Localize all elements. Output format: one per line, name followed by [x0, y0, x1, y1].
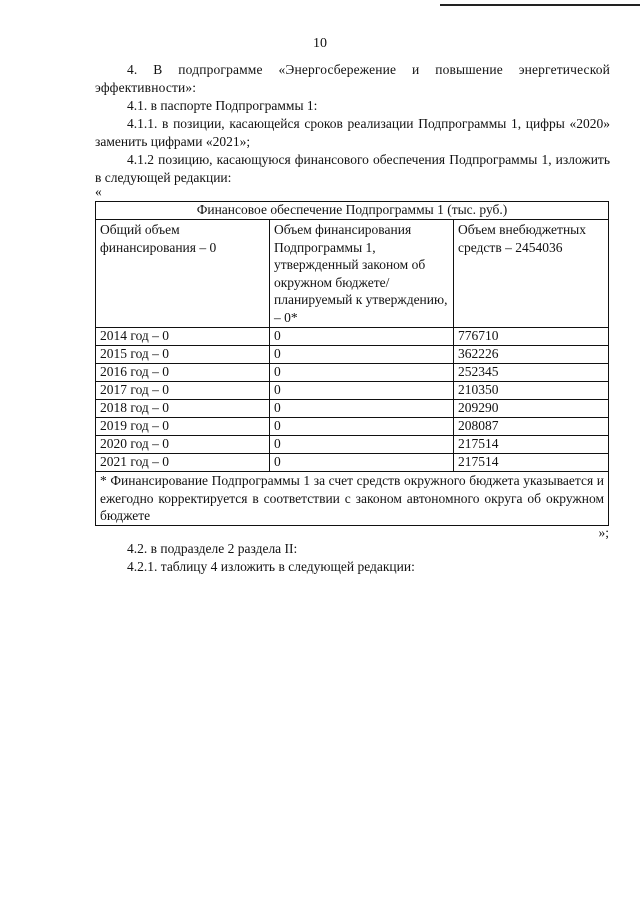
paragraph-4-1-1: 4.1.1. в позиции, касающейся сроков реализации Подпрограммы 1, цифры «2020» заменить цифрами «2021»;: [95, 116, 610, 149]
table-row: [96, 400, 609, 418]
row-extra: 210350: [454, 382, 609, 400]
row-budget: 0: [270, 454, 454, 472]
row-year: 2018 год – 0: [96, 400, 270, 418]
paragraph-4-2-1: 4.2.1. таблицу 4 изложить в следующей редакции:: [127, 559, 415, 574]
table-caption-row: [96, 202, 609, 220]
row-extra: 362226: [454, 346, 609, 364]
table-footnote: * Финансирование Подпрограммы 1 за счет средств окружного бюджета указывается и ежегодно корректируется в соответствии с законом автономного округа об окружном бюджете: [96, 472, 609, 526]
row-budget: 0: [270, 436, 454, 454]
closing-quote: »;: [598, 525, 609, 540]
table-row: [96, 328, 609, 346]
header-budget-funding: Объем финансирования Подпрограммы 1, утвержденный законом об окружном бюджете/ планируемый к утверждению, – 0*: [270, 220, 454, 328]
row-year: 2019 год – 0: [96, 418, 270, 436]
table-row: [96, 364, 609, 382]
header-extrabudgetary-funds: Объем внебюджетных средств – 2454036: [454, 220, 609, 328]
row-extra: 208087: [454, 418, 609, 436]
page-number: 10: [313, 36, 327, 51]
table-row: [96, 382, 609, 400]
paragraph-4-1: 4.1. в паспорте Подпрограммы 1:: [127, 98, 318, 113]
opening-quote: «: [95, 184, 102, 199]
table-row: [96, 436, 609, 454]
row-extra: 217514: [454, 436, 609, 454]
row-extra: 209290: [454, 400, 609, 418]
table-row: [96, 418, 609, 436]
row-extra: 252345: [454, 364, 609, 382]
row-year: 2020 год – 0: [96, 436, 270, 454]
row-budget: 0: [270, 346, 454, 364]
body-text-after: [95, 540, 610, 576]
row-year: 2015 год – 0: [96, 346, 270, 364]
table-header-row: [96, 220, 609, 328]
row-budget: 0: [270, 364, 454, 382]
row-budget: 0: [270, 328, 454, 346]
paragraph-4: 4. В подпрограмме «Энергосбережение и повышение энергетической эффективности»:: [95, 62, 610, 95]
row-budget: 0: [270, 382, 454, 400]
row-year: 2021 год – 0: [96, 454, 270, 472]
row-year: 2016 год – 0: [96, 364, 270, 382]
table-row: [96, 454, 609, 472]
row-budget: 0: [270, 400, 454, 418]
paragraph-4-1-2: 4.1.2 позицию, касающуюся финансового обеспечения Подпрограммы 1, изложить в следующей редакции:: [95, 152, 610, 185]
top-rule: [440, 4, 640, 6]
finance-table: [95, 201, 609, 526]
table-row: [96, 346, 609, 364]
header-total-funding: Общий объем финансирования – 0: [96, 220, 270, 328]
paragraph-4-2: 4.2. в подразделе 2 раздела II:: [127, 541, 298, 556]
row-extra: 217514: [454, 454, 609, 472]
table-note-row: [96, 472, 609, 526]
body-text: [95, 61, 610, 187]
row-year: 2017 год – 0: [96, 382, 270, 400]
table-caption: Финансовое обеспечение Подпрограммы 1 (тыс. руб.): [96, 202, 609, 220]
row-extra: 776710: [454, 328, 609, 346]
row-year: 2014 год – 0: [96, 328, 270, 346]
row-budget: 0: [270, 418, 454, 436]
